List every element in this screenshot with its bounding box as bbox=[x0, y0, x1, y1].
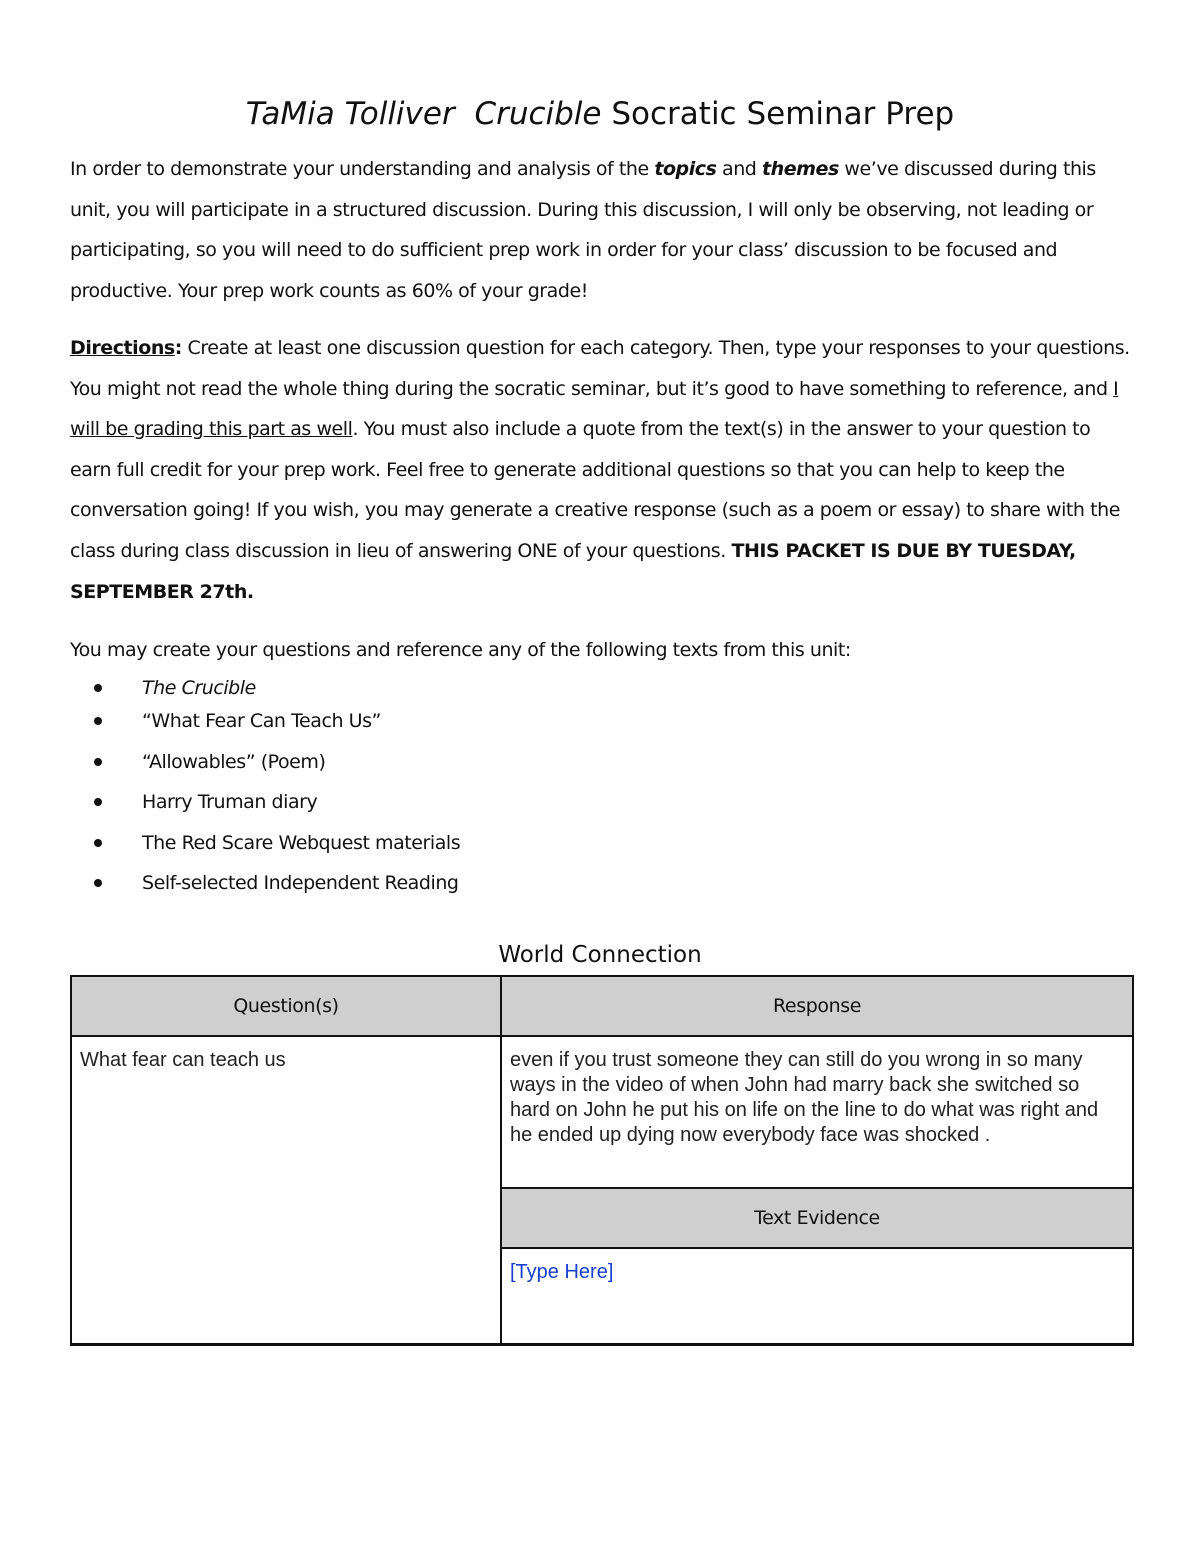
bullet-icon bbox=[94, 758, 102, 766]
section-title: World Connection bbox=[498, 942, 702, 968]
directions-text-2: . You must also include a quote from the text(s) in the answer to your question to earn full credit for your prep work. Feel free to generate additional questions so that you can help to keep the conversation going! If you wish, you may generate a creative response (such as a poem or essay) to share with the class during class discussion in lieu of answering ONE of your questions. bbox=[70, 418, 1120, 562]
bullet-icon bbox=[94, 879, 102, 887]
response-cell[interactable] bbox=[501, 1036, 1133, 1188]
document-page: TaMia Tolliver Crucible Socratic Seminar Prep In order to demonstrate your understanding and analysis of the topics and themes we’ve discussed during this unit, you will participate in a structured discussion. During this discussion, I will only be observing, not leading or participating, so you will need to do sufficient prep work in order for your class’ discussion to be focused and productive. Your prep work counts as 60% of your grade! Directions: Create at least one discussion question for each category. Then, type your responses to your questions. You might not read the whole thing during the socratic seminar, but it’s good to have something to reference, and I will be grading this part as well. You must also include a quote from the text(s) in the answer to your question to earn full credit for your prep work. Feel free to generate additional questions so that you can help to keep the conversation going! If you wish, you may generate a creative response (such as a poem or essay) to share with the class during class discussion in lieu of answering ONE of your questions. THIS PACKET IS DUE BY TUESDAY, SEPTEMBER 27th. You may create your questions and reference any of the following texts from this unit: The Crucible “What Fear Can Teach Us” “Allowables” (Poem) Harry Truman diary The Red Scare Webquest materials Self-selected Independent Reading World Connection Question(s) Response What fear can teach us even if you trust someone they can still do you wrong in so many ways in the video of when John had marry back she switched so hard on John he put his on life on the line to do what was right and he ended up dying now everybody face was shocked . Text Evidence [Type Here] bbox=[0, 0, 1200, 1553]
title-rest: Socratic Seminar Prep bbox=[611, 96, 955, 132]
intro-topics: topics bbox=[654, 158, 717, 180]
evidence-placeholder: [Type Here] bbox=[510, 1261, 614, 1283]
student-name: TaMia Tolliver bbox=[245, 96, 455, 132]
question-header: Question(s) bbox=[71, 976, 501, 1036]
directions-text-1: Create at least one discussion question for each category. Then, type your responses to your questions. You might not read the whole thing during the socratic seminar, but it’s good to have something to reference, and bbox=[70, 337, 1130, 400]
evidence-header: Text Evidence bbox=[501, 1188, 1133, 1248]
bullet-icon bbox=[94, 684, 102, 692]
directions-colon: : bbox=[174, 337, 182, 359]
intro-text-1: In order to demonstrate your understanding and analysis of the bbox=[70, 158, 655, 180]
intro-themes: themes bbox=[762, 158, 839, 180]
page-title bbox=[0, 92, 1200, 136]
response-header: Response bbox=[501, 976, 1133, 1036]
intro-text-3: we’ve discussed during this unit, you will participate in a structured discussion. During this discussion, I will only be observing, not leading or participating, so you will need to do sufficient prep work in order for your class’ discussion to be focused and productive. Your prep work counts as 60% of your grade! bbox=[70, 158, 1096, 302]
due-date-notice: THIS PACKET IS DUE BY TUESDAY, SEPTEMBER 27th. bbox=[70, 539, 1076, 603]
texts-intro: You may create your questions and reference any of the following texts from this unit: bbox=[70, 639, 851, 661]
directions-underlined: I will be grading this part as well bbox=[70, 377, 1119, 441]
question-text: What fear can teach us bbox=[80, 1049, 286, 1071]
intro-paragraph bbox=[70, 149, 1132, 311]
intro-text-2: and bbox=[716, 158, 763, 180]
world-connection-table bbox=[70, 975, 1134, 1346]
book-title: Crucible bbox=[474, 96, 602, 132]
bullet-icon bbox=[94, 798, 102, 806]
question-cell[interactable] bbox=[71, 1036, 501, 1345]
directions-paragraph bbox=[70, 328, 1132, 612]
bullet-icon bbox=[94, 839, 102, 847]
directions-label: Directions bbox=[70, 337, 175, 359]
evidence-cell[interactable] bbox=[501, 1248, 1133, 1345]
response-text: even if you trust someone they can still do you wrong in so many ways in the video of when John had marry back she switched so hard on John he put his on life on the line to do what was right and he ended up dying now everybody face was shocked . bbox=[510, 1049, 1099, 1146]
bullet-icon bbox=[94, 717, 102, 725]
